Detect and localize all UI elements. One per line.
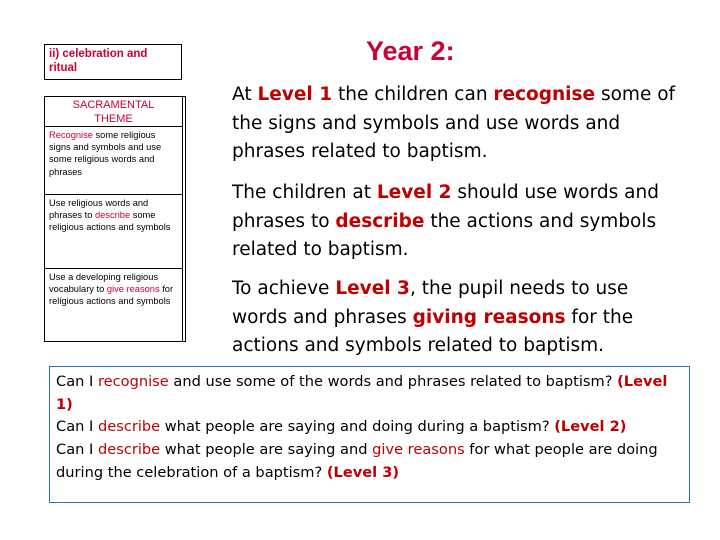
question-text: Can I xyxy=(56,373,98,390)
para-text: , the pupil needs to use words and phrases xyxy=(232,278,629,328)
question-text: and use some of the words and phrases related to baptism? xyxy=(168,373,618,390)
para-text: some of the signs and symbols and use words and phrases related to baptism. xyxy=(232,84,676,162)
theme-header-line2: THEME xyxy=(94,113,133,125)
para-text: the actions and symbols related to baptism. xyxy=(232,210,657,260)
keyword: recognise xyxy=(97,373,169,390)
theme-row-describe xyxy=(45,195,183,269)
theme-row-text: for religious actions and symbols xyxy=(49,284,174,307)
page-title: Year 2: xyxy=(366,36,455,66)
level-label: (Level 1) xyxy=(56,373,668,413)
theme-row-text: some religious signs and symbols and use some religious words and phrases xyxy=(49,130,162,177)
theme-row-pre: Use religious words and phrases to xyxy=(49,198,149,221)
keyword: describe xyxy=(97,418,161,436)
question-text: what people are saying and doing during a baptism? xyxy=(160,418,555,436)
keyword: describe xyxy=(335,210,425,232)
question-text: what people are saying and xyxy=(160,441,373,459)
paragraph-level-1 xyxy=(232,81,682,167)
para-text: At xyxy=(232,84,258,105)
theme-row-text: some religious actions and symbols xyxy=(49,210,171,233)
theme-row-recognise xyxy=(45,127,183,195)
level-label: (Level 2) xyxy=(554,418,627,436)
paragraph-level-2 xyxy=(232,179,682,265)
keyword: give reasons xyxy=(372,441,465,459)
keyword: describe xyxy=(97,441,161,459)
questions-box xyxy=(49,366,690,503)
level-label: Level 1 xyxy=(257,84,333,105)
paragraph-level-3 xyxy=(232,275,682,361)
question-level-3 xyxy=(56,439,683,484)
sidebar-heading: ii) celebration and ritual xyxy=(44,44,182,80)
question-text: Can I xyxy=(56,418,98,436)
level-label: (Level 3) xyxy=(326,463,400,481)
question-level-1 xyxy=(56,371,683,416)
theme-header xyxy=(45,97,183,127)
theme-row-keyword: describe xyxy=(95,210,131,221)
para-text: The children at xyxy=(232,182,377,203)
theme-row-give-reasons xyxy=(45,269,183,341)
level-label: Level 2 xyxy=(376,182,452,203)
para-text: should use words and phrases to xyxy=(232,182,659,232)
para-text: for the actions and symbols related to baptism. xyxy=(232,306,634,356)
para-text: To achieve xyxy=(232,278,336,299)
theme-row-pre: Use a developing religious vocabulary to xyxy=(49,272,159,295)
theme-row-keyword: give reasons xyxy=(106,284,160,295)
question-text: for what people are doing during the celebration of a baptism? xyxy=(56,441,658,481)
theme-header-line1: SACRAMENTAL xyxy=(72,99,155,111)
theme-row-keyword: Recognise xyxy=(49,130,93,140)
para-text: the children can xyxy=(332,84,494,105)
theme-table xyxy=(44,96,186,342)
question-text: Can I xyxy=(56,441,98,459)
level-label: Level 3 xyxy=(335,278,410,299)
keyword: giving reasons xyxy=(412,306,566,328)
keyword: recognise xyxy=(493,84,596,105)
question-level-2 xyxy=(56,416,683,439)
